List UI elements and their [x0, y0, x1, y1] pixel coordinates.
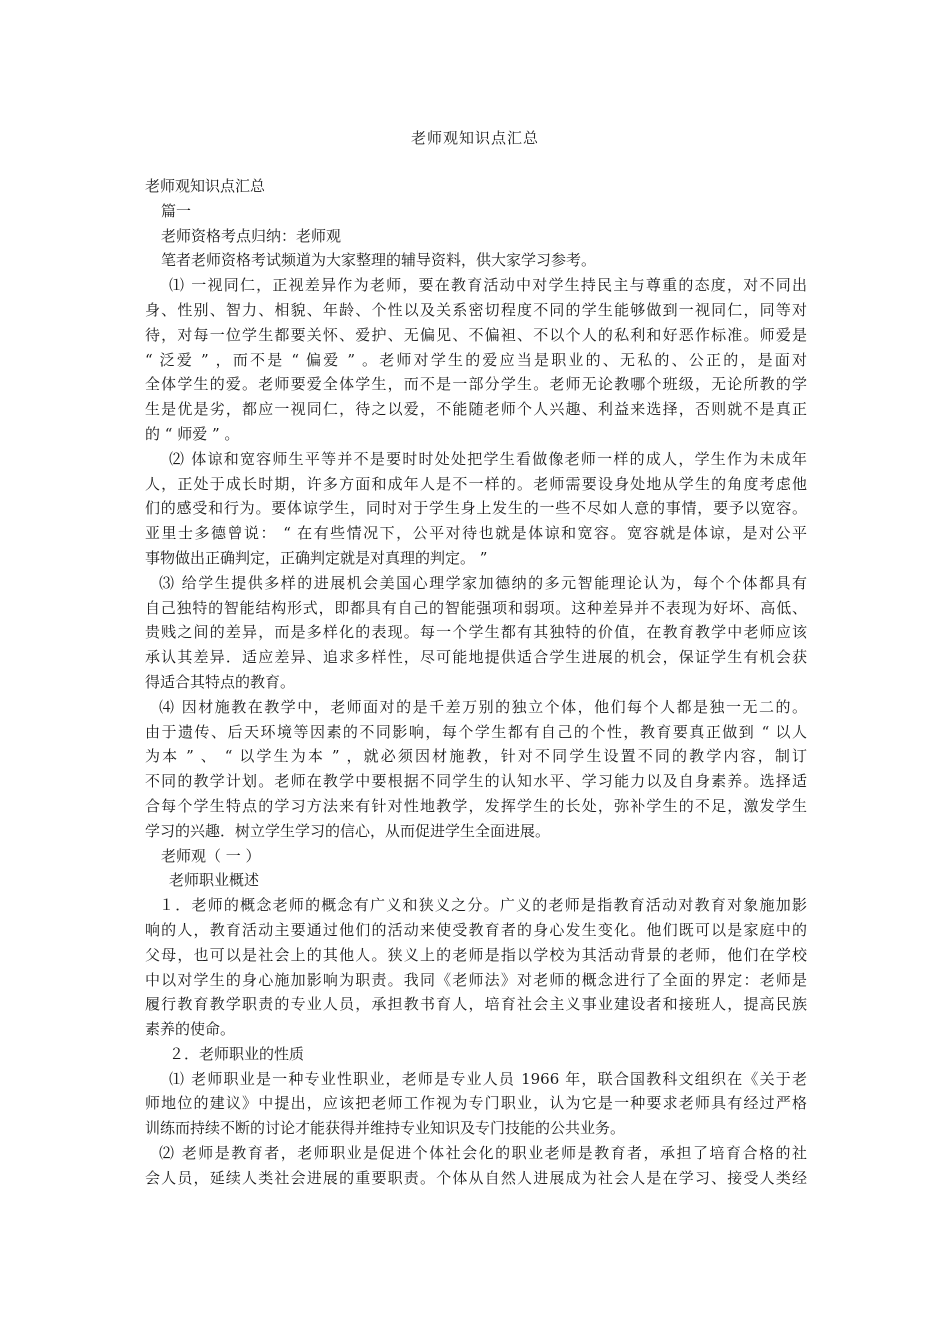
document-title: 老师观知识点汇总 — [410, 129, 539, 147]
paragraph-line: 事物做出正确判定，正确判定就是对真理的判定。 ” — [145, 548, 488, 567]
paragraph-line: 为本 ” 、 “ 以学生为本 ” ，就必须因材施教，针对不同学生设置不同的教学内容，制订 — [145, 747, 807, 766]
paragraph-line: ⑴ 老师职业是一种专业性职业，老师是专业人员 1966 年，联合国教科文组织在《关于老 — [169, 1069, 807, 1088]
subheading: 老师职业概述 — [169, 871, 260, 890]
paragraph-line: ⑷ 因材施教在教学中，老师面对的是千差万别的独立个体，他们每个人都是独一无二的。 — [159, 697, 807, 716]
paragraph-line: 的 “ 师爱 ” 。 — [145, 424, 240, 443]
paragraph-line: 承认其差异．适应差异、追求多样性，尽可能地提供适合学生进展的机会，保证学生有机会获 — [145, 648, 807, 667]
paragraph-line: 得适合其特点的教育。 — [145, 672, 296, 691]
paragraph-line: 亚里士多德曾说： “ 在有些情况下，公平对待也就是体谅和宽容。宽容就是体谅，是对公平 — [145, 524, 807, 543]
paragraph-line: 身、性别、智力、相貌、年龄、个性以及关系密切程度不同的学生能够做到一视同仁，同等对 — [145, 300, 807, 319]
paragraph-line: 人，正处于成长时期，许多方面和成年人是不一样的。老师需要设身处地从学生的角度考虑他 — [145, 474, 807, 493]
document-body — [145, 174, 807, 1191]
paragraph-line: 自己独特的智能结构形式，即都具有自己的智能强项和弱项。这种差异并不表现为好坏、高低、 — [145, 598, 807, 617]
paragraph-line: ⑵ 体谅和宽容师生平等并不是要时时处处把学生看做像老师一样的成人，学生作为未成年 — [169, 449, 807, 468]
paragraph-line: 父母，也可以是社会上的其他人。狭义上的老师是指以学校为其活动背景的老师，他们在学校 — [145, 945, 807, 964]
subheading: 篇一 — [161, 201, 192, 220]
section-heading: 老师观知识点汇总 — [145, 177, 266, 195]
paragraph-line: 训练而持续不断的讨论才能获得并维持专业知识及专门技能的公共业务。 — [145, 1119, 626, 1138]
subheading: 老师资格考点归纳：老师观 — [161, 226, 342, 245]
paragraph-line: 素养的使命。 — [145, 1020, 236, 1039]
paragraph-line: ⑵ 老师是教育者，老师职业是促进个体社会化的职业老师是教育者，承担了培育合格的社 — [159, 1144, 807, 1163]
subheading: ２．老师职业的性质 — [169, 1044, 305, 1063]
paragraph-line: 中以对学生的身心施加影响为职责。我同《老师法》对老师的概念进行了全面的界定：老师是 — [145, 970, 807, 989]
paragraph-line: 学习的兴趣．树立学生学习的信心，从而促进学生全面进展。 — [145, 821, 551, 840]
paragraph-line: 笔者老师资格考试频道为大家整理的辅导资料，供大家学习参考。 — [161, 251, 597, 270]
paragraph-line: 全体学生的爱。老师要爱全体学生，而不是一部分学生。老师无论教哪个班级，无论所教的学 — [145, 375, 807, 394]
paragraph-line: １．老师的概念老师的概念有广义和狭义之分。广义的老师是指教育活动对教育对象施加影 — [159, 896, 807, 915]
paragraph-line: ⑶ 给学生提供多样的进展机会美国心理学家加德纳的多元智能理论认为，每个个体都具有 — [159, 573, 807, 592]
paragraph-line: 们的感受和行为。要体谅学生，同时对于学生身上发生的一些不尽如人意的事情，要予以宽容。 — [145, 499, 807, 518]
paragraph-line: 履行教育教学职责的专业人员，承担教书育人，培育社会主义事业建设者和接班人，提高民族 — [145, 995, 807, 1014]
paragraph-line: 不同的教学计划。老师在教学中要根据不同学生的认知水平、学习能力以及自身素养。选择适 — [145, 772, 807, 791]
paragraph-line: 响的人，教育活动主要通过他们的活动来使受教育者的身心发生变化。他们既可以是家庭中的 — [145, 920, 807, 939]
paragraph-line: 由于遗传、后天环境等因素的不同影响，每个学生都有自己的个性，教育要真正做到 “ 以人 — [145, 722, 807, 741]
section-heading: 老师观（ 一 ） — [161, 846, 261, 865]
paragraph-line: 师地位的建议》中提出，应该把老师工作视为专门职业，认为它是一种要求老师具有经过严格 — [145, 1094, 807, 1113]
paragraph-line: 生是优是劣，都应一视同仁，待之以爱，不能随老师个人兴趣、利益来选择，否则就不是真正 — [145, 400, 807, 419]
paragraph-line: 会人员，延续人类社会进展的重要职责。个体从自然人进展成为社会人是在学习、接受人类经 — [145, 1168, 807, 1187]
paragraph-line: 贵贱之间的差异，而是多样化的表现。每一个学生都有其独特的价值，在教育教学中老师应该 — [145, 623, 807, 642]
paragraph-line: 合每个学生特点的学习方法来有针对性地教学，发挥学生的长处，弥补学生的不足，激发学生 — [145, 796, 807, 815]
paragraph-line: ⑴ 一视同仁，正视差异作为老师，要在教育活动中对学生持民主与尊重的态度，对不同出 — [169, 276, 807, 295]
paragraph-line: 待，对每一位学生都要关怀、爱护、无偏见、不偏袒、不以个人的私利和好恶作标准。师爱是 — [145, 325, 807, 344]
paragraph-line: “ 泛爱 ” ，而不是 “ 偏爱 ” 。老师对学生的爱应当是职业的、无私的、公正的，是面对 — [145, 350, 807, 369]
